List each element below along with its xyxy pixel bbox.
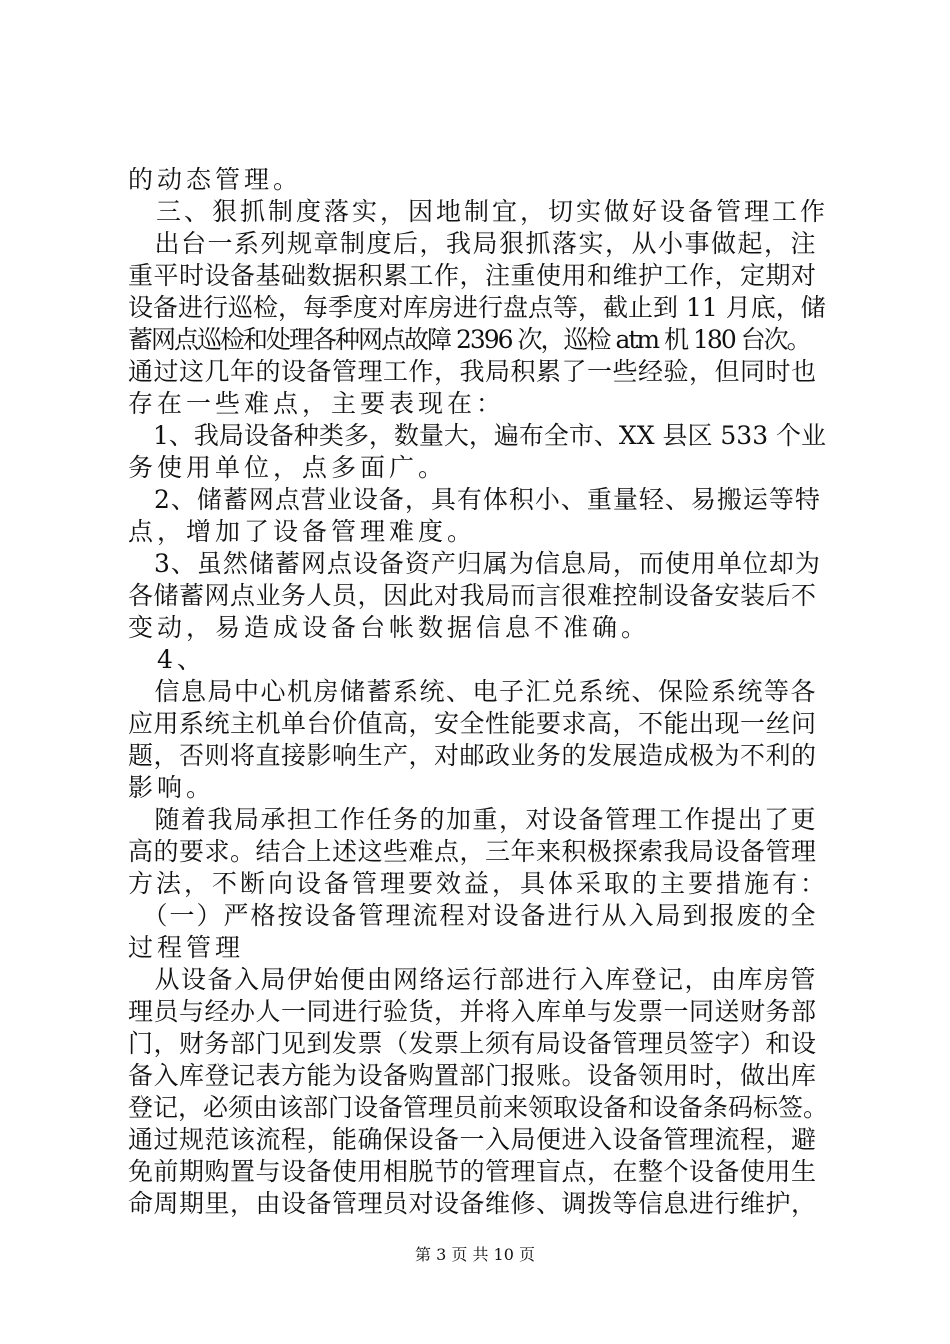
text-line: 设备进行巡检，每季度对库房进行盘点等，截止到 11 月底，储 [128,293,826,322]
list-item: 3、虽然储蓄网点设备资产归属为信息局，而使用单位却为 [128,549,821,578]
text-line: 登记，必须由该部门设备管理员前来领取设备和设备条码标签。 [128,1093,829,1122]
text-line: 过程管理 [128,933,245,962]
text-line: 务使用单位，点多面广。 [128,453,448,482]
list-item: 4、 [128,645,206,674]
text-line: 影响。 [128,773,216,802]
page-footer: 第 3 页 共 10 页 [415,1245,535,1264]
text-line: 高的要求。结合上述这些难点，三年来积极探索我局设备管理 [128,837,817,866]
text-line: 门，财务部门见到发票（发票上须有局设备管理员签字）和设 [128,1029,817,1058]
text-line: 的动态管理。 [128,165,303,194]
text-line: 点，增加了设备管理难度。 [128,517,477,546]
text-line: 出台一系列规章制度后，我局狠抓落实，从小事做起，注 [128,229,818,258]
text-line: 理员与经办人一同进行验货，并将入库单与发票一同送财务部 [128,997,817,1026]
text-line: 随着我局承担工作任务的加重，对设备管理工作提出了更 [128,805,818,834]
list-item: 1、我局设备种类多，数量大，遍布全市、XX 县区 533 个业 [128,421,827,450]
text-line: 蓄网点巡检和处理各种网点故障 2396 次，巡检 atm 机 180 台次。 [128,325,810,354]
document-body [128,164,828,1220]
text-line: 通过这几年的设备管理工作，我局积累了一些经验，但同时也 [128,357,817,386]
text-line: 变动，易造成设备台帐数据信息不准确。 [128,613,651,642]
text-line: 从设备入局伊始便由网络运行部进行入库登记，由库房管 [128,965,818,994]
text-line: 存在一些难点，主要表现在： [128,389,506,418]
text-line: 命周期里，由设备管理员对设备维修、调拨等信息进行维护， [128,1189,817,1218]
text-line: 免前期购置与设备使用相脱节的管理盲点，在整个设备使用生 [128,1157,817,1186]
section-heading: 三、狠抓制度落实，因地制宜，切实做好设备管理工作 [128,197,829,226]
text-line: 各储蓄网点业务人员，因此对我局而言很难控制设备安装后不 [128,581,817,610]
subsection-heading: （一）严格按设备管理流程对设备进行从入局到报废的全 [128,901,818,930]
text-line: 信息局中心机房储蓄系统、电子汇兑系统、保险系统等各 [128,677,818,706]
text-line: 重平时设备基础数据积累工作，注重使用和维护工作，定期对 [128,261,817,290]
text-line: 方法，不断向设备管理要效益，具体采取的主要措施有： [128,869,829,898]
text-line: 应用系统主机单台价值高，安全性能要求高，不能出现一丝问 [128,709,817,738]
list-item: 2、储蓄网点营业设备，具有体积小、重量轻、易搬运等特 [128,485,821,514]
text-line: 备入库登记表方能为设备购置部门报账。设备领用时，做出库 [128,1061,817,1090]
text-line: 通过规范该流程，能确保设备一入局便进入设备管理流程，避 [128,1125,817,1154]
text-line: 题，否则将直接影响生产，对邮政业务的发展造成极为不利的 [128,741,817,770]
